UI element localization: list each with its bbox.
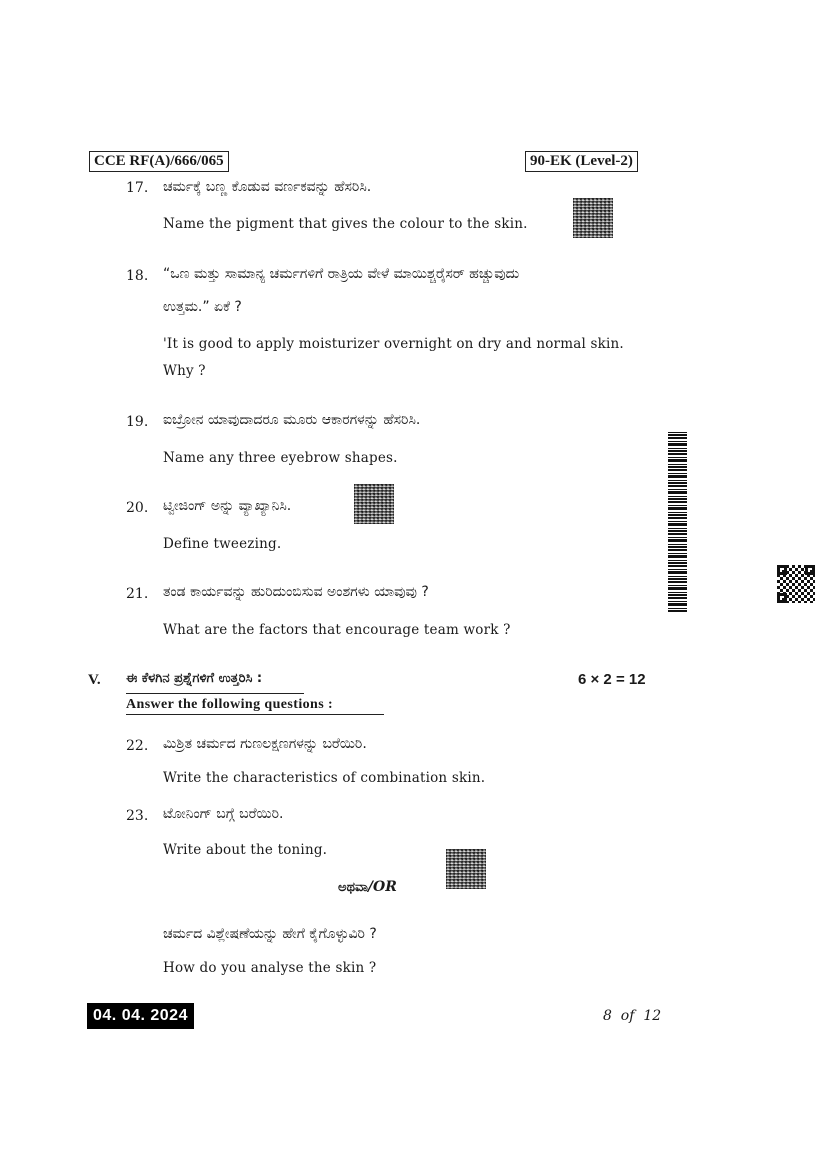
question-text-english: How do you analyse the skin ? bbox=[163, 960, 377, 976]
or-label-english: /OR bbox=[367, 879, 397, 895]
question-text-kannada-cont: ಉತ್ತಮ.” ಏಕೆ ? bbox=[163, 299, 242, 315]
or-label-kannada: ಅಥವಾ bbox=[338, 880, 368, 895]
section-heading-kannada: ಈ ಕೆಳಗಿನ ಪ್ರಶ್ನೆಗಳಿಗೆ ಉತ್ತರಿಸಿ : bbox=[126, 671, 263, 686]
section-label: V. bbox=[88, 672, 101, 688]
question-text-kannada: ಐಬ್ರೋನ ಯಾವುದಾದರೂ ಮೂರು ಆಕಾರಗಳನ್ನು ಹೆಸರಿಸಿ. bbox=[163, 412, 421, 428]
question-text-english: Define tweezing. bbox=[163, 536, 282, 552]
heading-underline bbox=[126, 693, 304, 694]
section-marks: 6 × 2 = 12 bbox=[578, 671, 646, 688]
question-number: 21. bbox=[126, 586, 149, 602]
question-text-kannada: “ಒಣ ಮತ್ತು ಸಾಮಾನ್ಯ ಚರ್ಮಗಳಿಗೆ ರಾತ್ರಿಯ ವೇಳೆ ಮಾಯಿಶ್ಚರೈಸರ್ ಹಚ್ಚುವುದು bbox=[163, 266, 520, 282]
question-number: 19. bbox=[126, 414, 149, 430]
qr-code-icon bbox=[777, 565, 815, 603]
question-text-kannada: ಚರ್ಮದ ವಿಶ್ಲೇಷಣೆಯನ್ನು ಹೇಗೆ ಕೈಗೊಳ್ಳುವಿರಿ ? bbox=[163, 926, 377, 942]
noise-pattern-icon bbox=[354, 484, 394, 524]
subject-code-box: 90-EK (Level-2) bbox=[525, 151, 638, 172]
noise-pattern-icon bbox=[446, 849, 486, 889]
noise-pattern-icon bbox=[573, 198, 613, 238]
section-heading-english: Answer the following questions : bbox=[126, 697, 334, 712]
question-text-kannada: ಮಿಶ್ರಿತ ಚರ್ಮದ ಗುಣಲಕ್ಷಣಗಳನ್ನು ಬರೆಯಿರಿ. bbox=[163, 736, 367, 752]
question-text-kannada: ತಂಡ ಕಾರ್ಯವನ್ನು ಹುರಿದುಂಬಿಸುವ ಅಂಶಗಳು ಯಾವುವು ? bbox=[163, 584, 429, 600]
question-number: 22. bbox=[126, 738, 149, 754]
page-number: 8 of 12 bbox=[603, 1008, 662, 1024]
question-text-english: Write the characteristics of combination skin. bbox=[163, 770, 486, 786]
exam-date-badge: 04. 04. 2024 bbox=[87, 1003, 194, 1029]
barcode-icon bbox=[668, 432, 687, 612]
question-text-english-cont: Why ? bbox=[163, 363, 206, 379]
heading-underline bbox=[126, 714, 384, 715]
question-text-kannada: ಟ್ವೀಜಿಂಗ್ ಅನ್ನು ವ್ಯಾಖ್ಯಾನಿಸಿ. bbox=[163, 498, 292, 514]
question-number: 23. bbox=[126, 808, 149, 824]
question-text-kannada: ಟೋನಿಂಗ್ ಬಗ್ಗೆ ಬರೆಯಿರಿ. bbox=[163, 806, 284, 822]
question-text-english: 'It is good to apply moisturizer overnight on dry and normal skin. bbox=[163, 336, 624, 352]
question-number: 18. bbox=[126, 268, 149, 284]
question-number: 20. bbox=[126, 500, 149, 516]
question-text-english: Write about the toning. bbox=[163, 842, 328, 858]
question-text-english: What are the factors that encourage team work ? bbox=[163, 622, 511, 638]
question-text-english: Name the pigment that gives the colour to the skin. bbox=[163, 216, 528, 232]
or-separator bbox=[338, 879, 397, 895]
paper-code-box: CCE RF(A)/666/065 bbox=[89, 151, 229, 172]
question-text-kannada: ಚರ್ಮಕ್ಕೆ ಬಣ್ಣ ಕೊಡುವ ವರ್ಣಕವನ್ನು ಹೆಸರಿಸಿ. bbox=[163, 179, 372, 195]
question-text-english: Name any three eyebrow shapes. bbox=[163, 450, 398, 466]
question-number: 17. bbox=[126, 180, 149, 196]
